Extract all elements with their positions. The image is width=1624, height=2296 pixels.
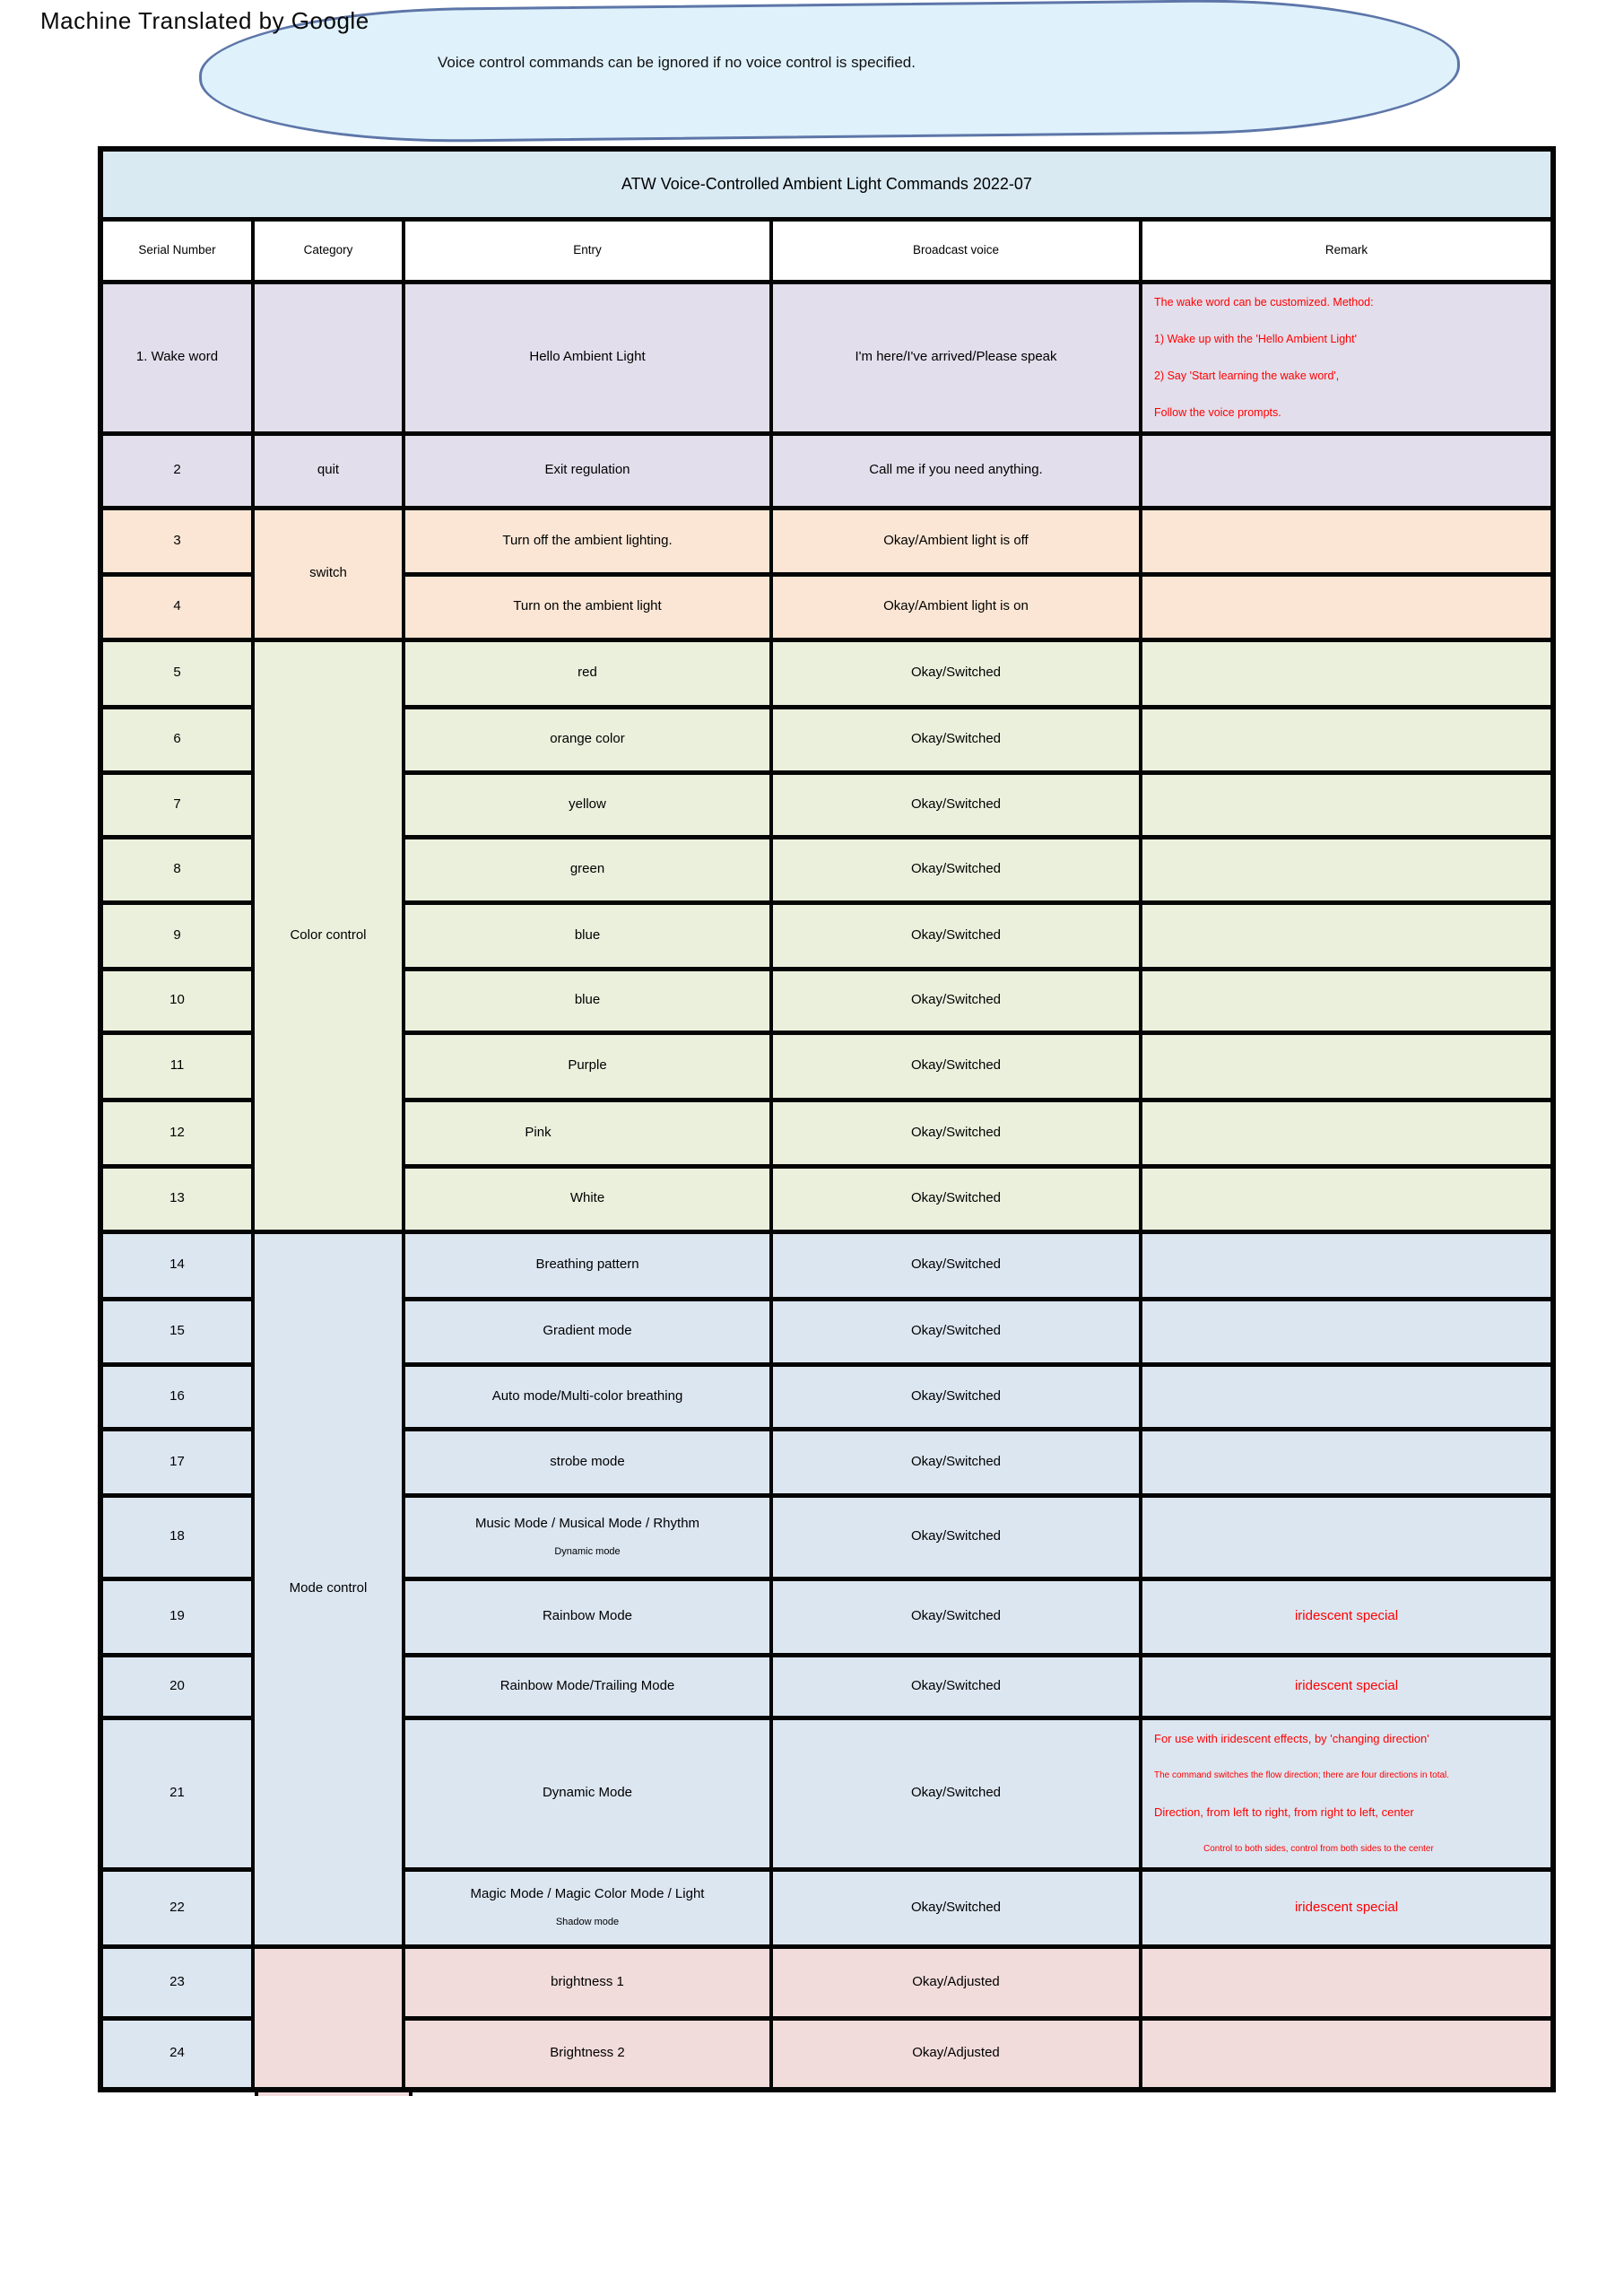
- serial-cell: 1. Wake word: [100, 282, 253, 433]
- entry-subtext: Shadow mode: [555, 1917, 620, 1927]
- serial-cell: 21: [100, 1718, 253, 1869]
- entry-cell: White: [404, 1166, 771, 1231]
- remark-cell: [1141, 969, 1553, 1032]
- remark-cell: iridescent special: [1141, 1578, 1553, 1655]
- remark-line: Control to both sides, control from both sides to the center: [1203, 1843, 1434, 1854]
- entry-text: Pink: [525, 1124, 551, 1140]
- entry-cell: yellow: [404, 772, 771, 837]
- broadcast-cell: Okay/Switched: [771, 1231, 1141, 1299]
- entry-cell: brightness 1: [404, 1946, 771, 2018]
- broadcast-cell: Okay/Switched: [771, 1578, 1141, 1655]
- col-header-category: Category: [253, 219, 404, 282]
- broadcast-cell: Okay/Switched: [771, 1364, 1141, 1429]
- entry-cell: Rainbow Mode/Trailing Mode: [404, 1655, 771, 1718]
- category-cell-switch: switch: [253, 508, 404, 639]
- broadcast-cell: Okay/Switched: [771, 1100, 1141, 1166]
- entry-cell: blue: [404, 902, 771, 969]
- remark-cell: [1141, 1495, 1553, 1578]
- remark-cell: iridescent special: [1141, 1869, 1553, 1946]
- broadcast-cell: Okay/Switched: [771, 902, 1141, 969]
- serial-cell: 5: [100, 639, 253, 707]
- broadcast-cell: I'm here/I've arrived/Please speak: [771, 282, 1141, 433]
- broadcast-cell: Okay/Switched: [771, 1869, 1141, 1946]
- broadcast-cell: Okay/Switched: [771, 969, 1141, 1032]
- serial-cell: 23: [100, 1946, 253, 2018]
- remark-cell: [1141, 282, 1553, 433]
- entry-cell: green: [404, 837, 771, 902]
- entry-cell: Purple: [404, 1032, 771, 1100]
- broadcast-cell: Okay/Adjusted: [771, 1946, 1141, 2018]
- broadcast-cell: Okay/Switched: [771, 1655, 1141, 1718]
- remark-cell: [1141, 508, 1553, 574]
- col-header-entry: Entry: [404, 219, 771, 282]
- serial-cell: 17: [100, 1429, 253, 1495]
- entry-cell: Auto mode/Multi-color breathing: [404, 1364, 771, 1429]
- serial-cell: 19: [100, 1578, 253, 1655]
- broadcast-cell: Okay/Switched: [771, 837, 1141, 902]
- entry-cell: Gradient mode: [404, 1299, 771, 1364]
- commands-table: [98, 146, 1556, 2092]
- remark-cell: [1141, 1429, 1553, 1495]
- entry-text: Music Mode / Musical Mode / Rhythm: [474, 1515, 700, 1531]
- entry-cell: Rainbow Mode: [404, 1578, 771, 1655]
- remark-cell: [1141, 837, 1553, 902]
- entry-cell: orange color: [404, 707, 771, 772]
- entry-cell: [404, 1869, 771, 1946]
- entry-text: Magic Mode / Magic Color Mode / Light: [470, 1886, 705, 1902]
- entry-cell: Dynamic Mode: [404, 1718, 771, 1869]
- serial-cell: 9: [100, 902, 253, 969]
- entry-cell: Breathing pattern: [404, 1231, 771, 1299]
- serial-cell: 20: [100, 1655, 253, 1718]
- remark-cell: [1141, 1718, 1553, 1869]
- serial-cell: 6: [100, 707, 253, 772]
- remark-cell: [1141, 1100, 1553, 1166]
- category-cell: quit: [253, 433, 404, 508]
- remark-cell: [1141, 1299, 1553, 1364]
- category-cell-color-control: Color control: [253, 639, 404, 1231]
- entry-cell: Hello Ambient Light: [404, 282, 771, 433]
- entry-cell: [404, 1100, 771, 1166]
- remark-line: Direction, from left to right, from right to left, center: [1154, 1805, 1414, 1819]
- remark-line: For use with iridescent effects, by 'changing direction': [1154, 1731, 1429, 1745]
- serial-cell: 10: [100, 969, 253, 1032]
- note-bubble-text: Voice control commands can be ignored if no voice control is specified.: [438, 54, 916, 71]
- serial-cell: 12: [100, 1100, 253, 1166]
- note-bubble: [198, 0, 1460, 144]
- remark-cell: [1141, 1231, 1553, 1299]
- serial-cell: 22: [100, 1869, 253, 1946]
- remark-cell: [1141, 2018, 1553, 2090]
- col-header-remark: Remark: [1141, 219, 1553, 282]
- serial-cell: 16: [100, 1364, 253, 1429]
- remark-cell: iridescent special: [1141, 1655, 1553, 1718]
- remark-cell: [1141, 433, 1553, 508]
- broadcast-cell: Okay/Switched: [771, 707, 1141, 772]
- broadcast-cell: Okay/Switched: [771, 772, 1141, 837]
- broadcast-cell: Okay/Ambient light is off: [771, 508, 1141, 574]
- entry-cell: Brightness 2: [404, 2018, 771, 2090]
- remark-cell: [1141, 639, 1553, 707]
- serial-cell: 3: [100, 508, 253, 574]
- remark-cell: [1141, 1166, 1553, 1231]
- broadcast-cell: Okay/Switched: [771, 1429, 1141, 1495]
- serial-cell: 24: [100, 2018, 253, 2090]
- serial-cell: 13: [100, 1166, 253, 1231]
- broadcast-cell: Okay/Switched: [771, 1299, 1141, 1364]
- broadcast-cell: Okay/Switched: [771, 1718, 1141, 1869]
- broadcast-cell: Okay/Switched: [771, 1032, 1141, 1100]
- serial-cell: 2: [100, 433, 253, 508]
- serial-cell: 15: [100, 1299, 253, 1364]
- broadcast-cell: Okay/Switched: [771, 1166, 1141, 1231]
- serial-cell: 8: [100, 837, 253, 902]
- category-cell: [253, 282, 404, 433]
- entry-cell: blue: [404, 969, 771, 1032]
- entry-subtext: Dynamic mode: [554, 1545, 621, 1557]
- broadcast-cell: Call me if you need anything.: [771, 433, 1141, 508]
- remark-cell: [1141, 574, 1553, 639]
- remark-cell: [1141, 1364, 1553, 1429]
- entry-cell: Turn off the ambient lighting.: [404, 508, 771, 574]
- broadcast-cell: Okay/Switched: [771, 639, 1141, 707]
- entry-cell: Turn on the ambient light: [404, 574, 771, 639]
- category-cell-brightness: [253, 1946, 404, 2090]
- remark-line: The wake word can be customized. Method:: [1154, 295, 1374, 309]
- serial-cell: 18: [100, 1495, 253, 1578]
- entry-cell: strobe mode: [404, 1429, 771, 1495]
- remark-cell: [1141, 1946, 1553, 2018]
- remark-line: The command switches the flow direction; there are four directions in total.: [1154, 1770, 1450, 1780]
- col-header-broadcast: Broadcast voice: [771, 219, 1141, 282]
- remark-line: Follow the voice prompts.: [1154, 405, 1281, 419]
- col-header-serial: Serial Number: [100, 219, 253, 282]
- table-title: ATW Voice-Controlled Ambient Light Commands 2022-07: [100, 149, 1553, 219]
- serial-cell: 4: [100, 574, 253, 639]
- entry-cell: Exit regulation: [404, 433, 771, 508]
- remark-cell: [1141, 707, 1553, 772]
- watermark-text: Machine Translated by Google: [40, 7, 369, 34]
- entry-cell: [404, 1495, 771, 1578]
- entry-cell: red: [404, 639, 771, 707]
- serial-cell: 11: [100, 1032, 253, 1100]
- remark-line: 1) Wake up with the 'Hello Ambient Light': [1154, 332, 1357, 345]
- remark-cell: [1141, 1032, 1553, 1100]
- category-cell-mode-control: Mode control: [253, 1231, 404, 1946]
- remark-cell: [1141, 902, 1553, 969]
- broadcast-cell: Okay/Adjusted: [771, 2018, 1141, 2090]
- remark-cell: [1141, 772, 1553, 837]
- broadcast-cell: Okay/Switched: [771, 1495, 1141, 1578]
- broadcast-cell: Okay/Ambient light is on: [771, 574, 1141, 639]
- serial-cell: 14: [100, 1231, 253, 1299]
- remark-line: 2) Say 'Start learning the wake word',: [1154, 369, 1340, 382]
- serial-cell: 7: [100, 772, 253, 837]
